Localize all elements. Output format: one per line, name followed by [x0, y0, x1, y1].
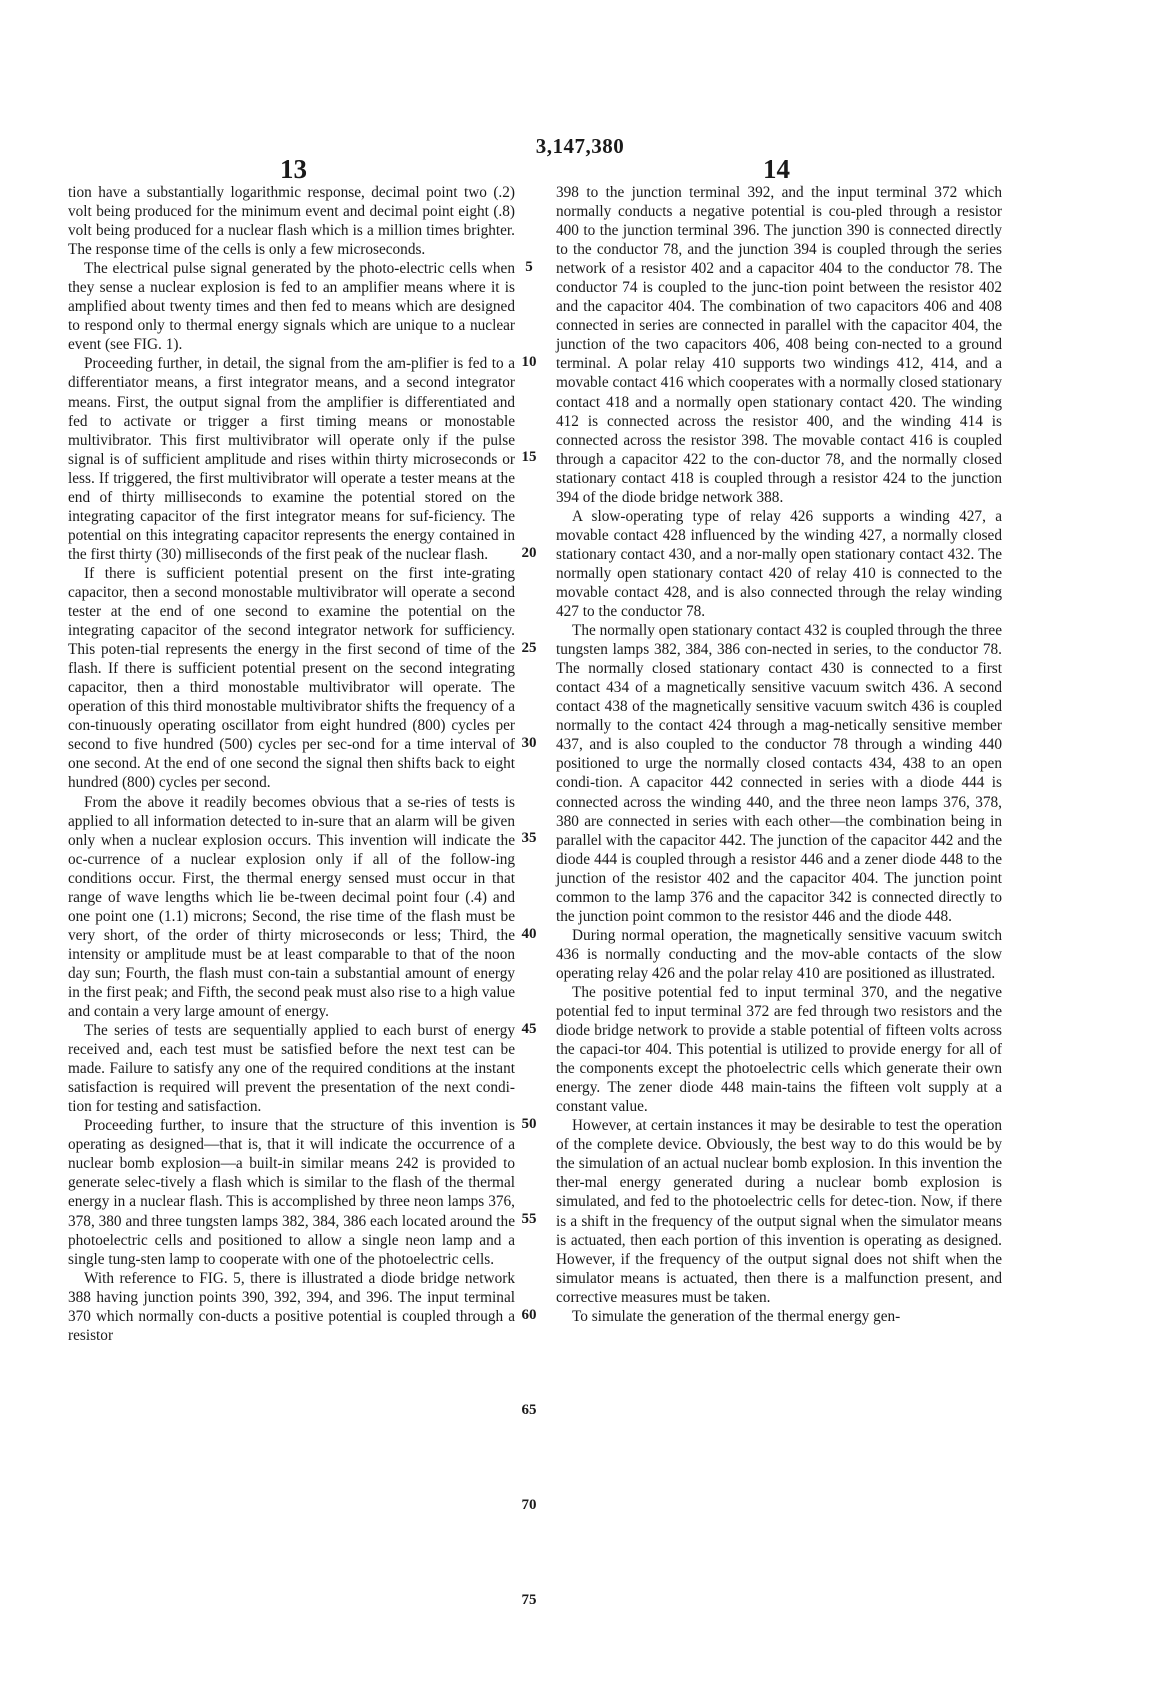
line-number: 25 — [521, 640, 537, 656]
right-paragraph-4: During normal operation, the magnetically sensitive vacuum switch 436 is normally conducting and the mov-able contacts of the slow operating relay 426 and the polar relay 410 are positioned as illustrated. — [556, 926, 1002, 982]
right-paragraph-7: To simulate the generation of the thermal energy gen- — [572, 1307, 901, 1325]
left-paragraph-6: The series of tests are sequentially applied to each burst of energy received and, each test must be satisfied before the next test can be made. Failure to satisfy any one of the required conditions at the instant satisfaction is required will prevent the presentation of the next condi-tion for testing and satisfaction. — [68, 1022, 515, 1116]
line-number: 35 — [521, 830, 537, 846]
left-paragraph-4: If there is sufficient potential present on the first inte-grating capacitor, then a second monostable multivibrator will operate a second tester at the end of one second to examine the potential on the integrating capacitor of the second integrator network for sufficiency. This poten-tial represents the energy in the first second of time of the flash. If there is sufficient potential present on the second integrating capacitor, then a third monostable multivibrator will operate. The operation of this third monostable multivibrator shifts the frequency of a con-tinuously operating oscillator from eight hundred (800) cycles per second to five hundred (500) cycles per sec-ond for a time interval of one second. At the end of one second the signal then shifts back to eight hundred (800) cycles per second. — [68, 564, 515, 792]
right-paragraph-5: The positive potential fed to input terminal 370, and the negative potential fed to input terminal 372 are fed through two resistors and the diode bridge network to provide a stable potential of fifteen volts across the capaci-tor 404. This potential is utilized to provide energy for all of the components except the photoelectric cells which generate their own energy. The zener diode 448 main-tains the fifteen volt supply at a constant value. — [556, 983, 1002, 1116]
line-number-gutter — [510, 183, 548, 1623]
left-paragraph-2: The electrical pulse signal generated by the photo-electric cells when they sense a nuclear explosion is fed to an amplifier means where it is amplified about twenty times and then fed to means which are designed to respond only to thermal energy signals which are unique to a nuclear event (see FIG. 1). — [68, 260, 515, 354]
line-number: 45 — [521, 1021, 537, 1037]
right-paragraph-1: 398 to the junction terminal 392, and the input terminal 372 which normally conducts a negative potential is cou-pled through a resistor 400 to the junction terminal 396. The junction 390 is connected directly to the conductor 78, and the junction 394 is coupled through the series network of a resistor 402 and a capacitor 404 to the conductor 78. The conductor 74 is coupled to the junc-tion point between the resistor 402 and the capacitor 404. The combination of two capacitors 406 and 408 connected in series are connected in parallel with the capacitor 404, the junction of the two capacitors 406, 408 being con-nected to a ground terminal. A polar relay 410 supports two windings 412, 414, and a movable contact 416 which cooperates with a normally closed stationary contact 418 and a normally open stationary contact 420. The winding 412 is connected across the resistor 400, and the winding 414 is connected across the resistor 398. The movable contact 416 is coupled through a capacitor 422 to the con-ductor 78, and the normally closed stationary contact 418 is coupled through a resistor 424 to the junction 394 of the diode bridge network 388. — [556, 184, 1002, 506]
line-number: 50 — [521, 1116, 537, 1132]
line-number: 75 — [521, 1592, 537, 1608]
line-number: 55 — [521, 1211, 537, 1227]
line-number: 70 — [521, 1497, 537, 1513]
line-number: 40 — [521, 926, 537, 942]
left-column — [68, 183, 515, 1345]
left-paragraph-8: With reference to FIG. 5, there is illustrated a diode bridge network 388 having junction points 390, 392, 394, and 396. The input terminal 370 which normally con-ducts a positive potential is coupled through a resistor — [68, 1269, 515, 1344]
right-paragraph-3: The normally open stationary contact 432 is coupled through the three tungsten lamps 382, 384, 386 con-nected in series, to the conductor 78. The normally closed stationary contact 430 is connected to a first contact 434 of a magnetically sensitive vacuum switch 436. A second contact 438 of the magnetically sensitive vacuum switch 436 is coupled normally to the contact 424 through a mag-netically sensitive member 437, and is also coupled to the conductor 78 through a winding 440 positioned to urge the normally closed contacts 434, 438 to an open condi-tion. A capacitor 442 connected in series with a diode 444 is connected across the winding 440, and the three neon lamps 376, 378, 380 are connected in series with each other—the combination being in parallel with the capacitor 442. The junction of the capacitor 442 and the diode 444 is coupled through a resistor 446 and a zener diode 448 to the junction of the resistor 402 and the capacitor 404. The junction point common to the lamp 376 and the capacitor 342 is connected directly to the junction point common to the resistor 446 and the diode 448. — [556, 622, 1002, 925]
line-number: 10 — [521, 354, 537, 370]
line-number: 5 — [525, 259, 533, 275]
patent-number: 3,147,380 — [535, 134, 625, 158]
right-paragraph-2: A slow-operating type of relay 426 supports a winding 427, a movable contact 428 influenced by the winding 427, a normally closed stationary contact 430, and a nor-mally open stationary contact 432. The normally open stationary contact 420 of relay 410 is connected to the movable contact 428, and is also connected through the relay winding 427 to the conductor 78. — [556, 507, 1002, 621]
left-paragraph-1: tion have a substantially logarithmic response, decimal point two (.2) volt being produced for the minimum event and decimal point eight (.8) volt being produced for a nuclear flash which is a million times brighter. The response time of the cells is only a few microseconds. — [68, 184, 515, 259]
right-paragraph-6: However, at certain instances it may be desirable to test the operation of the complete device. Obviously, the best way to do this would be by the simulation of an actual nuclear bomb explosion. In this invention the ther-mal energy generated during a nuclear bomb explosion is simulated, and fed to the photoelectric cells for detec-tion. Now, if there is a shift in the frequency of the output signal when the simulator means is actuated, then each portion of this invention is operating as designed. However, if the frequency of the output signal does not shift when the simulator means is actuated, then there is a malfunction present, and corrective measures must be taken. — [556, 1117, 1002, 1306]
line-number: 30 — [521, 735, 537, 751]
right-column — [556, 183, 1002, 1326]
left-paragraph-7: Proceeding further, to insure that the structure of this invention is operating as designed—that is, that it will indicate the occurrence of a nuclear bomb explosion—a built-in similar means 242 is provided to generate selec-tively a flash which is similar to the flash of the thermal energy in a nuclear flash. This is accomplished by three neon lamps 376, 378, 380 and three tungsten lamps 382, 384, 386 each located around the photoelectric cells and positioned to allow a single neon lamp and a single tung-sten lamp to cooperate with one of the photoelectric cells. — [68, 1117, 515, 1268]
line-number: 60 — [521, 1307, 537, 1323]
left-column-number: 13 — [280, 154, 307, 184]
line-number: 65 — [521, 1402, 537, 1418]
line-number: 20 — [521, 545, 537, 561]
right-column-number: 14 — [763, 154, 790, 184]
left-paragraph-3: Proceeding further, in detail, the signal from the am-plifier is fed to a differentiator means, a first integrator means, and a second integrator means. First, the output signal from the amplifier is differentiated and fed to activate or trigger a first timing means or monostable multivibrator. This first multivibrator will operate only if the pulse signal is of sufficient amplitude and rises within thirty microseconds or less. If triggered, the first multivibrator will operate a tester means at the end of thirty milliseconds to examine the potential stored on the integrating capacitor of the first integrator means for suf-ficiency. The potential on this integrating capacitor represents the energy contained in the first thirty (30) milliseconds of the first peak of the nuclear flash. — [68, 355, 515, 563]
left-paragraph-5: From the above it readily becomes obvious that a se-ries of tests is applied to all information detected to in-sure that an alarm will be given only when a nuclear explosion occurs. This invention will indicate the oc-currence of a nuclear explosion only if all of the follow-ing conditions occur. First, the thermal energy sensed must occur in that range of wave lengths which lie be-tween decimal point four (.4) and one point one (1.1) microns; Second, the rise time of the flash must be very short, of the order of thirty microseconds or less; Third, the intensity or amplitude must be at least comparable to that of the noon day sun; Fourth, the flash must con-tain a substantial amount of energy in the first peak; and Fifth, the second peak must also rise to a high value and contain a very large amount of energy. — [68, 793, 515, 1021]
line-number: 15 — [521, 449, 537, 465]
